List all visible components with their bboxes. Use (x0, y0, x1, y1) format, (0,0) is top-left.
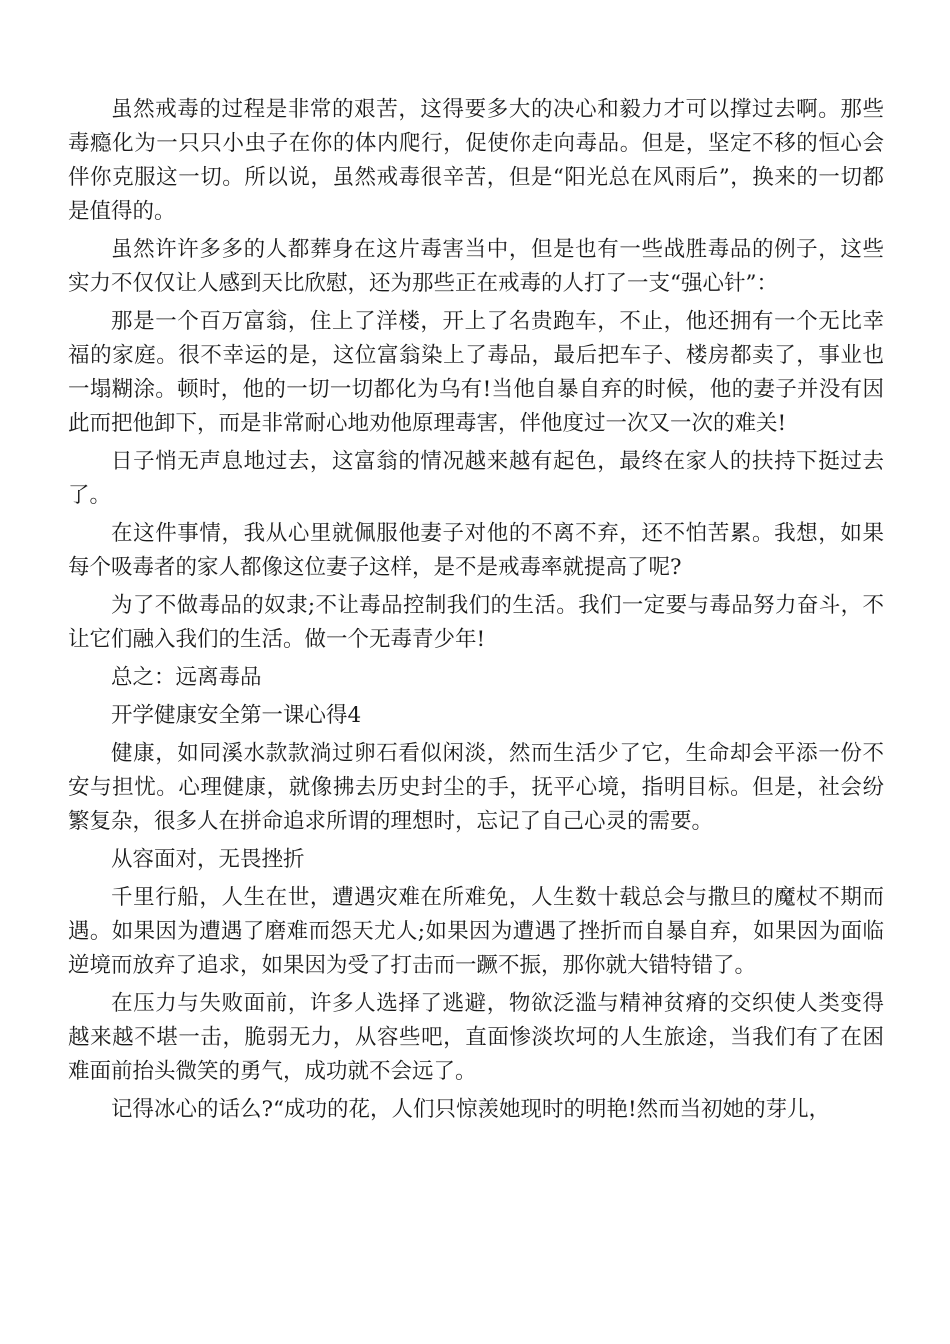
paragraph-11: 千里行船，人生在世，遭遇灾难在所难免，人生数十载总会与撒旦的魔杖不期而遇。如果因为遭遇了磨难而怨天尤人;如果因为遭遇了挫折而自暴自弃，如果因为面临逆境而放弃了追求，如果因为受了打击而一蹶不振，那你就大错特错了。 (68, 885, 884, 978)
paragraph-2: 虽然许许多多的人都葬身在这片毒害当中，但是也有一些战胜毒品的例子，这些实力不仅仅让人感到天比欣慰，还为那些正在戒毒的人打了一支“强心针”： (68, 237, 884, 296)
paragraph-12: 在压力与失败面前，许多人选择了逃避，物欲泛滥与精神贫瘠的交织使人类变得越来越不堪一击，脆弱无力，从容些吧，直面惨淡坎坷的人生旅途，当我们有了在困难面前抬头微笑的勇气，成功就不会远了。 (68, 991, 884, 1084)
paragraph-13: 记得冰心的话么?“成功的花，人们只惊羡她现时的明艳!然而当初她的芽儿， (111, 1097, 831, 1122)
paragraph-9: 健康，如同溪水款款淌过卵石看似闲淡，然而生活少了它，生命却会平添一份不安与担忧。心理健康，就像拂去历史封尘的手，抚平心境，指明目标。但是，社会纷繁复杂，很多人在拼命追求所谓的理想时，忘记了自己心灵的需要。 (68, 741, 884, 834)
paragraph-6: 为了不做毒品的奴隶;不让毒品控制我们的生活。我们一定要与毒品努力奋斗，不让它们融入我们的生活。做一个无毒青少年! (68, 593, 884, 652)
paragraph-3: 那是一个百万富翁，住上了洋楼，开上了名贵跑车，不止，他还拥有一个无比幸福的家庭。很不幸运的是，这位富翁染上了毒品，最后把车子、楼房都卖了，事业也一塌糊涂。顿时，他的一切一切都化为乌有!当他自暴自弃的时候，他的妻子并没有因此而把他卸下，而是非常耐心地劝他原理毒害，伴他度过一次又一次的难关! (68, 309, 884, 436)
paragraph-1: 虽然戒毒的过程是非常的艰苦，这得要多大的决心和毅力才可以撑过去啊。那些毒瘾化为一只只小虫子在你的体内爬行，促使你走向毒品。但是，坚定不移的恒心会伴你克服这一切。所以说，虽然戒毒很辛苦，但是“阳光总在风雨后”，换来的一切都是值得的。 (68, 97, 884, 224)
section-heading: 开学健康安全第一课心得4 (111, 703, 362, 728)
paragraph-7: 总之：远离毒品 (111, 665, 262, 690)
subheading: 从容面对，无畏挫折 (111, 847, 305, 872)
paragraph-5: 在这件事情，我从心里就佩服他妻子对他的不离不弃，还不怕苦累。我想，如果每个吸毒者的家人都像这位妻子这样，是不是戒毒率就提高了呢? (68, 521, 884, 580)
paragraph-4: 日子悄无声息地过去，这富翁的情况越来越有起色，最终在家人的扶持下挺过去了。 (68, 449, 884, 508)
